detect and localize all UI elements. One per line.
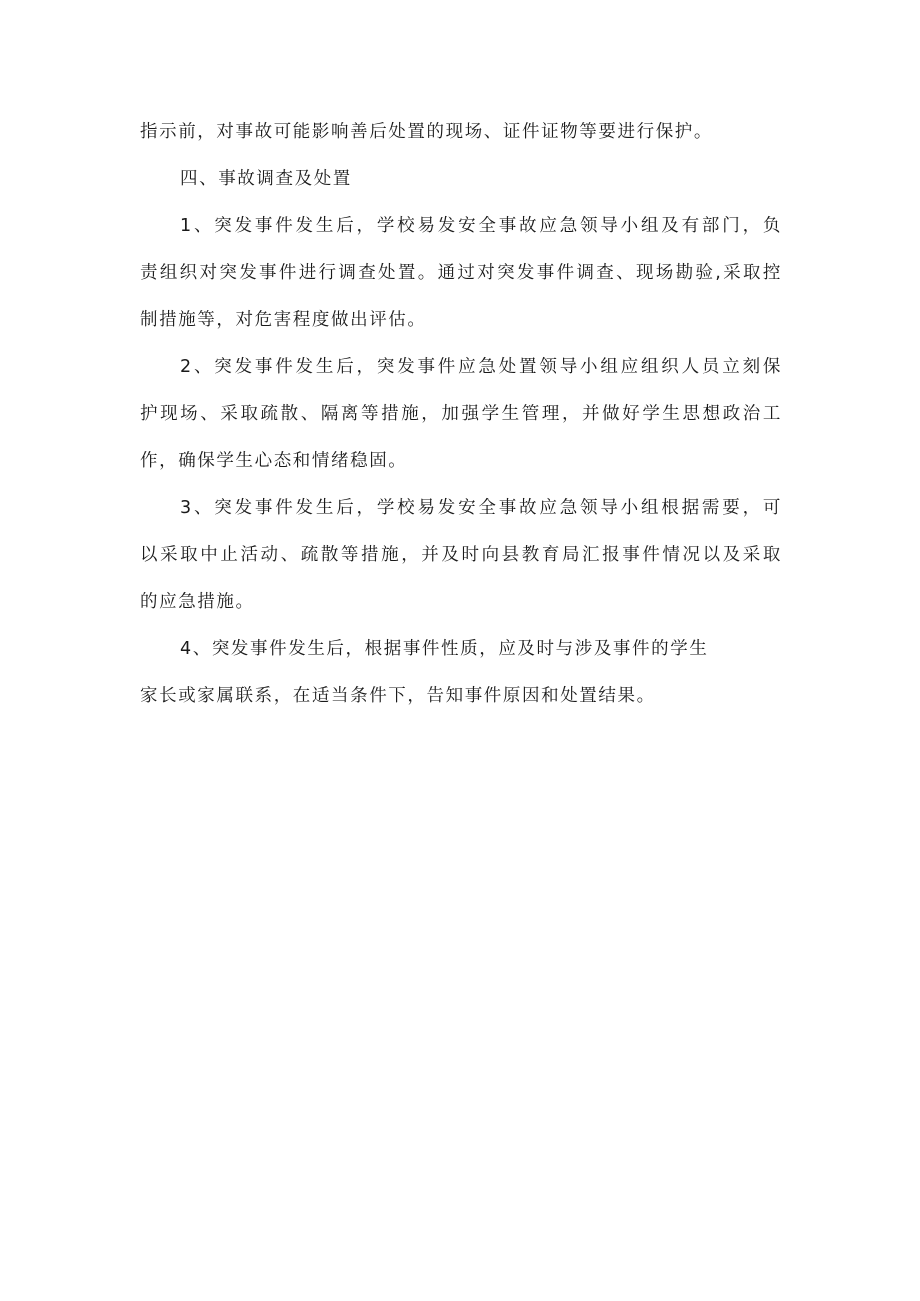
paragraph-line: 以采取中止活动、疏散等措施，并及时向县教育局汇报事件情况以及采取 [140,545,782,565]
section-heading: 四、事故调查及处置 [180,169,352,189]
paragraph-line: 制措施等，对危害程度做出评估。 [140,310,427,330]
document-body [140,112,782,723]
paragraph-line: 2、突发事件发生后，突发事件应急处置领导小组应组织人员立刻保 [180,357,782,377]
paragraph-line: 3、突发事件发生后，学校易发安全事故应急领导小组根据需要，可 [180,498,782,518]
paragraph-line: 作，确保学生心态和情绪稳固。 [140,451,408,471]
paragraph-line: 家长或家属联系，在适当条件下，告知事件原因和处置结果。 [140,686,656,706]
paragraph-line: 1、突发事件发生后，学校易发安全事故应急领导小组及有部门，负 [180,216,782,236]
paragraph-line: 责组织对突发事件进行调查处置。通过对突发事件调查、现场勘验,采取控 [140,263,782,283]
paragraph-line: 护现场、采取疏散、隔离等措施，加强学生管理，并做好学生思想政治工 [140,404,782,424]
paragraph-line: 的应急措施。 [140,592,255,612]
paragraph-line: 指示前，对事故可能影响善后处置的现场、证件证物等要进行保护。 [140,122,713,142]
paragraph-line: 4、突发事件发生后，根据事件性质，应及时与涉及事件的学生 [180,639,709,659]
